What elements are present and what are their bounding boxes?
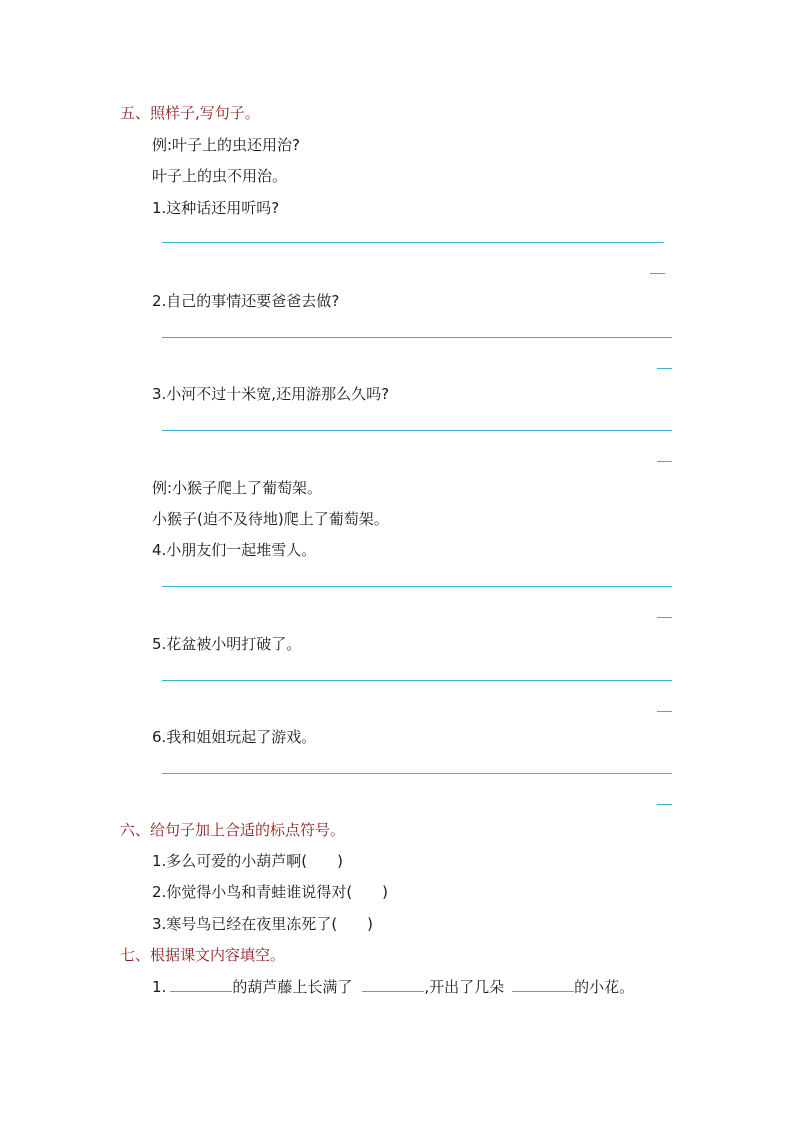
question-4: 4.小朋友们一起堆雪人。 [152,541,317,559]
example-1-answer: 叶子上的虫不用治。 [152,167,288,185]
fill-blank-3[interactable] [512,977,574,992]
answer-line-1[interactable] [162,242,664,243]
fill-blank-item-1 [152,976,634,997]
example-2-question: 例:小猴子爬上了葡萄架。 [152,479,323,497]
section-7-title: 七、根据课文内容填空。 [120,946,286,964]
fill-blank-2[interactable] [362,977,424,992]
answer-line-6-end [657,804,672,805]
question-6: 6.我和姐姐玩起了游戏。 [152,728,317,746]
fill-blank-text-1: 的葫芦藤上长满了 [232,978,353,996]
fill-blank-text-3: 的小花。 [574,978,635,996]
example-2-answer: 小猴子(迫不及待地)爬上了葡萄架。 [152,510,389,528]
answer-line-4-end [657,617,672,618]
question-1: 1.这种话还用听吗? [152,199,280,217]
punctuation-item-2: 2.你觉得小鸟和青蛙谁说得对( ) [152,883,389,901]
fill-blank-text-2: ,开出了几朵 [424,978,505,996]
answer-line-6[interactable] [162,773,672,774]
question-5: 5.花盆被小明打破了。 [152,635,302,653]
answer-line-5[interactable] [162,680,672,681]
fill-blank-number: 1. [152,978,167,996]
question-2: 2.自己的事情还要爸爸去做? [152,292,340,310]
answer-line-1-end [650,273,665,274]
question-3: 3.小河不过十米宽,还用游那么久吗? [152,385,390,403]
section-5-title: 五、照样子,写句子。 [120,104,260,122]
answer-line-3[interactable] [162,430,672,431]
answer-line-3-end [657,461,672,462]
section-6-title: 六、给句子加上合适的标点符号。 [120,821,346,839]
fill-blank-1[interactable] [170,977,232,992]
answer-line-5-end [657,711,672,712]
answer-line-4[interactable] [162,586,672,587]
punctuation-item-1: 1.多么可爱的小葫芦啊( ) [152,852,344,870]
punctuation-item-3: 3.寒号鸟已经在夜里冻死了( ) [152,915,374,933]
answer-line-2-end [657,368,672,369]
example-1-question: 例:叶子上的虫还用治? [152,136,301,154]
answer-line-2[interactable] [162,337,672,338]
